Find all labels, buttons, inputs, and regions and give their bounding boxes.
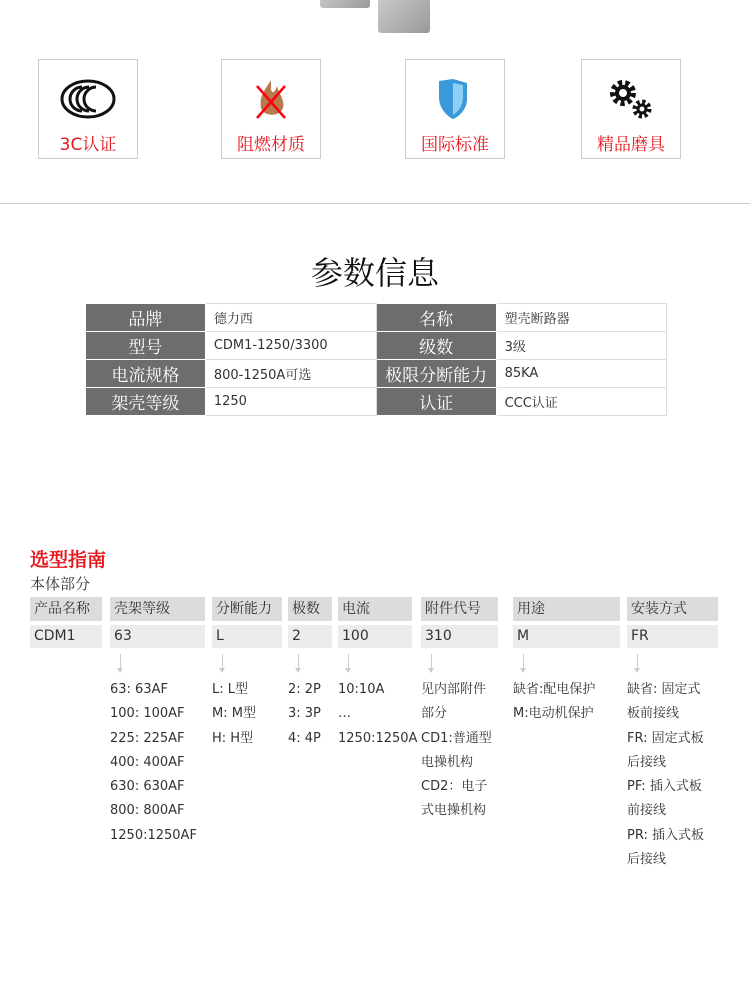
spec-key: 架壳等级 xyxy=(86,388,206,416)
guide-option: CD2：电子 xyxy=(421,779,488,795)
guide-option: 见内部附件 xyxy=(421,682,487,697)
guide-option: 225: 225AF xyxy=(110,730,185,746)
guide-header: 用途 xyxy=(513,597,620,621)
guide-header: 壳架等级 xyxy=(110,597,205,621)
guide-value: 100 xyxy=(338,625,412,648)
guide-option: 630: 630AF xyxy=(110,779,185,795)
feature-label: 国际标准 xyxy=(421,135,489,155)
guide-option: 缺省:配电保护 xyxy=(513,682,596,697)
feature-label: 阻燃材质 xyxy=(237,135,305,155)
flame-crossed-icon xyxy=(222,60,320,130)
guide-option: 400: 400AF xyxy=(110,754,185,770)
guide-column xyxy=(338,597,418,751)
guide-value: M xyxy=(513,625,620,648)
guide-header: 产品名称 xyxy=(30,597,102,621)
guide-option: 后接线 xyxy=(627,852,667,868)
spec-value: 3级 xyxy=(496,332,666,360)
ccc-icon xyxy=(39,60,137,130)
guide-option: 3: 3P xyxy=(288,706,321,722)
guide-column xyxy=(110,597,205,848)
product-image-fragment xyxy=(378,0,430,33)
spec-row xyxy=(86,304,667,332)
guide-option: 电操机构 xyxy=(421,754,474,770)
guide-value: L xyxy=(212,625,282,648)
guide-option: 板前接线 xyxy=(627,706,680,722)
spec-table xyxy=(85,303,667,416)
guide-option: 63: 63AF xyxy=(110,682,168,697)
guide-option: 前接线 xyxy=(627,803,667,819)
spec-key: 品牌 xyxy=(86,304,206,332)
guide-option: PR: 插入式板 xyxy=(627,827,704,843)
spec-key: 级数 xyxy=(376,332,496,360)
product-image-fragment xyxy=(320,0,370,8)
arrow-down-icon xyxy=(298,654,299,672)
spec-value: CCC认证 xyxy=(496,388,666,416)
guide-column xyxy=(627,597,718,872)
feature-card xyxy=(38,59,138,159)
guide-column xyxy=(288,597,332,751)
arrow-down-icon xyxy=(637,654,638,672)
spec-row xyxy=(86,332,667,360)
guide-value: 63 xyxy=(110,625,205,648)
arrow-down-icon xyxy=(348,654,349,672)
guide-option: 1250:1250A xyxy=(338,730,418,746)
guide-option: L: L型 xyxy=(212,682,248,697)
guide-option: 10:10A xyxy=(338,682,385,697)
guide-column xyxy=(513,597,620,727)
guide-option: FR: 固定式板 xyxy=(627,730,704,746)
guide-option: 后接线 xyxy=(627,754,667,770)
feature-label: 3C认证 xyxy=(59,135,117,155)
guide-option: CD1:普通型 xyxy=(421,730,492,746)
guide-value: 2 xyxy=(288,625,332,648)
guide-column xyxy=(212,597,282,751)
guide-header: 附件代号 xyxy=(421,597,498,621)
spec-key: 极限分断能力 xyxy=(376,360,496,388)
guide-subtitle: 本体部分 xyxy=(30,575,91,593)
feature-card xyxy=(405,59,505,159)
guide-option: 部分 xyxy=(421,706,448,722)
guide-option: PF: 插入式板 xyxy=(627,779,702,795)
guide-option: M: M型 xyxy=(212,706,256,722)
spec-value: 85KA xyxy=(496,360,666,388)
feature-label: 精品磨具 xyxy=(597,135,665,155)
feature-card xyxy=(581,59,681,159)
arrow-down-icon xyxy=(431,654,432,672)
guide-option: 1250:1250AF xyxy=(110,827,197,843)
guide-option: H: H型 xyxy=(212,730,254,746)
guide-header: 极数 xyxy=(288,597,332,621)
guide-title: 选型指南 xyxy=(30,549,107,571)
spec-key: 电流规格 xyxy=(86,360,206,388)
gears-icon xyxy=(582,60,680,130)
guide-option: 800: 800AF xyxy=(110,803,185,819)
spec-row xyxy=(86,388,667,416)
guide-value: CDM1 xyxy=(30,625,102,648)
guide-option: M:电动机保护 xyxy=(513,706,594,722)
guide-header: 分断能力 xyxy=(212,597,282,621)
arrow-down-icon xyxy=(523,654,524,672)
guide-header: 电流 xyxy=(338,597,412,621)
spec-value: 德力西 xyxy=(205,304,376,332)
spec-value: CDM1-1250/3300 xyxy=(205,332,376,360)
spec-key: 认证 xyxy=(376,388,496,416)
spec-key: 名称 xyxy=(376,304,496,332)
guide-option: 2: 2P xyxy=(288,682,321,697)
spec-row xyxy=(86,360,667,388)
arrow-down-icon xyxy=(120,654,121,672)
guide-header: 安装方式 xyxy=(627,597,718,621)
shield-icon xyxy=(406,60,504,130)
divider xyxy=(0,203,750,204)
params-title: 参数信息 xyxy=(310,254,439,292)
arrow-down-icon xyxy=(222,654,223,672)
spec-value: 800-1250A可选 xyxy=(205,360,376,388)
feature-card xyxy=(221,59,321,159)
guide-option: 缺省: 固定式 xyxy=(627,682,701,697)
guide-value: 310 xyxy=(421,625,498,648)
guide-option: 4: 4P xyxy=(288,730,321,746)
spec-value: 塑壳断路器 xyxy=(496,304,666,332)
spec-value: 1250 xyxy=(205,388,376,416)
spec-key: 型号 xyxy=(86,332,206,360)
guide-column xyxy=(421,597,498,824)
guide-column xyxy=(30,597,102,648)
guide-value: FR xyxy=(627,625,718,648)
guide-option: … xyxy=(338,706,351,722)
guide-option: 100: 100AF xyxy=(110,706,185,722)
guide-option: 式电操机构 xyxy=(421,803,487,819)
